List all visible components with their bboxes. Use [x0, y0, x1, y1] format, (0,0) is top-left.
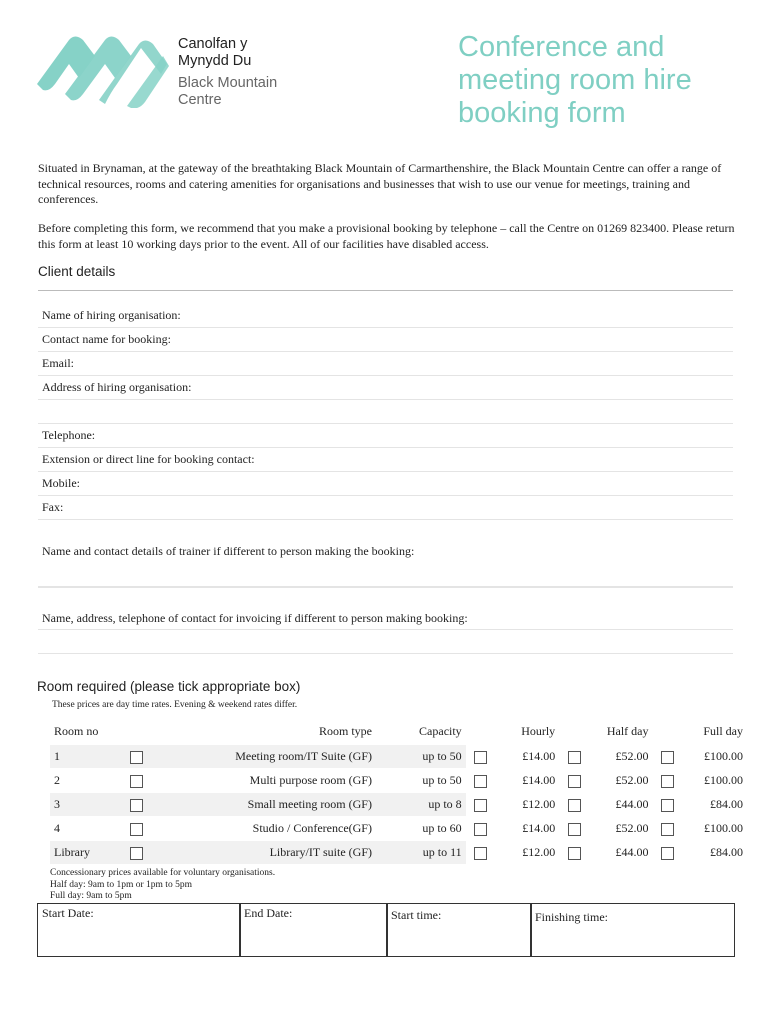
full-day-checkbox[interactable] — [661, 751, 674, 764]
field-label: Name of hiring organisation: — [42, 308, 181, 322]
invoicing-field-line2[interactable] — [38, 629, 733, 654]
trainer-field-line2[interactable] — [38, 586, 733, 588]
hourly-checkbox[interactable] — [474, 799, 487, 812]
black-mountain-centre-logo — [35, 34, 169, 108]
rates-note: These prices are day time rates. Evening & weekend rates differ. — [52, 700, 298, 710]
room-no: 2 — [50, 769, 126, 793]
room-checkbox[interactable] — [130, 823, 143, 836]
hourly-price: £14.00 — [496, 769, 559, 793]
contact-name-field[interactable] — [38, 327, 733, 352]
room-type: Multi purpose room (GF) — [161, 769, 376, 793]
hourly-checkbox[interactable] — [474, 751, 487, 764]
room-notes — [50, 868, 275, 903]
hourly-price: £12.00 — [496, 841, 559, 865]
full-day-checkbox[interactable] — [661, 847, 674, 860]
invoicing-field-line1[interactable] — [38, 605, 733, 630]
finishing-time-label: Finishing time: — [535, 910, 609, 924]
half-day-checkbox[interactable] — [568, 847, 581, 860]
address-field-continued[interactable] — [38, 399, 733, 424]
half-day-checkbox[interactable] — [568, 751, 581, 764]
logo-english-line2: Centre — [178, 92, 222, 108]
room-checkbox[interactable] — [130, 775, 143, 788]
half-day-price: £44.00 — [589, 841, 652, 865]
title-line2: meeting room hire — [458, 64, 692, 96]
half-day-price: £52.00 — [589, 745, 652, 769]
col-room-no: Room no — [50, 718, 126, 745]
table-header-row — [50, 718, 747, 745]
room-capacity: up to 50 — [376, 769, 466, 793]
full-day-price: £100.00 — [683, 745, 747, 769]
col-room-type: Room type — [161, 718, 376, 745]
full-day-price: £100.00 — [683, 817, 747, 841]
full-day-checkbox[interactable] — [661, 775, 674, 788]
room-capacity: up to 8 — [376, 793, 466, 817]
room-checkbox[interactable] — [130, 799, 143, 812]
page-title — [458, 31, 758, 130]
hourly-price: £14.00 — [496, 745, 559, 769]
room-no: 1 — [50, 745, 126, 769]
half-day-note: Half day: 9am to 1pm or 1pm to 5pm — [50, 879, 192, 890]
finishing-time-box[interactable] — [530, 903, 735, 957]
field-label: Email: — [42, 356, 74, 370]
field-label: Address of hiring organisation: — [42, 380, 192, 394]
logo-english-line1: Black Mountain — [178, 75, 278, 91]
half-day-checkbox[interactable] — [568, 823, 581, 836]
room-capacity: up to 50 — [376, 745, 466, 769]
field-label: Contact name for booking: — [42, 332, 171, 346]
trainer-field-line1[interactable] — [38, 562, 733, 587]
section-rule — [38, 290, 733, 291]
half-day-checkbox[interactable] — [568, 775, 581, 788]
half-day-price: £52.00 — [589, 769, 652, 793]
full-day-price: £100.00 — [683, 769, 747, 793]
half-day-checkbox[interactable] — [568, 799, 581, 812]
room-type: Meeting room/IT Suite (GF) — [161, 745, 376, 769]
full-day-checkbox[interactable] — [661, 823, 674, 836]
table-row — [50, 793, 747, 817]
room-capacity: up to 60 — [376, 817, 466, 841]
mobile-field[interactable] — [38, 471, 733, 496]
fax-field[interactable] — [38, 495, 733, 520]
field-label: Extension or direct line for booking contact: — [42, 452, 255, 466]
half-day-price: £52.00 — [589, 817, 652, 841]
table-row — [50, 841, 747, 865]
hourly-price: £12.00 — [496, 793, 559, 817]
hourly-checkbox[interactable] — [474, 823, 487, 836]
table-row — [50, 745, 747, 769]
full-day-price: £84.00 — [683, 841, 747, 865]
room-no: 3 — [50, 793, 126, 817]
field-label: Mobile: — [42, 476, 80, 490]
table-row — [50, 769, 747, 793]
instructions-paragraph: Before completing this form, we recommend that you make a provisional booking by telephone – call the Centre on 01269 823400. Please return this form at least 10 working days prior to the event. All of our facilities have disabled access. — [38, 221, 735, 251]
logo-text — [178, 36, 277, 109]
room-required-heading: Room required (please tick appropriate box) — [37, 679, 301, 694]
client-details-heading: Client details — [38, 264, 116, 279]
hourly-price: £14.00 — [496, 817, 559, 841]
table-row — [50, 817, 747, 841]
room-capacity: up to 11 — [376, 841, 466, 865]
title-line3: booking form — [458, 97, 626, 129]
col-capacity: Capacity — [376, 718, 466, 745]
email-field[interactable] — [38, 351, 733, 376]
end-date-label: End Date: — [244, 906, 293, 920]
room-price-table — [50, 718, 747, 865]
room-type: Small meeting room (GF) — [161, 793, 376, 817]
col-half-day: Half day — [589, 718, 652, 745]
room-no: 4 — [50, 817, 126, 841]
half-day-price: £44.00 — [589, 793, 652, 817]
extension-field[interactable] — [38, 447, 733, 472]
start-time-box[interactable] — [386, 903, 532, 957]
room-type: Studio / Conference(GF) — [161, 817, 376, 841]
logo-welsh-line2: Mynydd Du — [178, 53, 252, 69]
logo-welsh-line1: Canolfan y — [178, 36, 248, 52]
start-date-box[interactable] — [37, 903, 241, 957]
full-day-price: £84.00 — [683, 793, 747, 817]
start-date-label: Start Date: — [42, 906, 94, 920]
hourly-checkbox[interactable] — [474, 775, 487, 788]
end-date-box[interactable] — [239, 903, 388, 957]
full-day-note: Full day: 9am to 5pm — [50, 891, 132, 901]
organisation-name-field[interactable] — [38, 300, 733, 328]
intro-paragraph: Situated in Brynaman, at the gateway of the breathtaking Black Mountain of Carmarthenshire, the Black Mountain Centre can offer a range of technical resources, rooms and catering amenities for organisations and businesses that wish to use our venue for meetings, training and conferences. — [38, 161, 722, 206]
trainer-label: Name and contact details of trainer if different to person making the booking: — [42, 544, 415, 558]
room-checkbox[interactable] — [130, 847, 143, 860]
full-day-checkbox[interactable] — [661, 799, 674, 812]
col-full-day: Full day — [683, 718, 747, 745]
hourly-checkbox[interactable] — [474, 847, 487, 860]
room-no: Library — [50, 841, 126, 865]
start-time-label: Start time: — [391, 908, 442, 922]
field-label: Telephone: — [42, 428, 96, 442]
concession-note: Concessionary prices available for voluntary organisations. — [50, 868, 276, 878]
telephone-field[interactable] — [38, 423, 733, 448]
invoicing-label: Name, address, telephone of contact for invoicing if different to person making booking: — [42, 611, 468, 625]
room-type: Library/IT suite (GF) — [161, 841, 376, 865]
field-label: Fax: — [42, 500, 64, 514]
title-line1: Conference and — [458, 31, 665, 63]
col-hourly: Hourly — [496, 718, 559, 745]
address-field[interactable] — [38, 375, 733, 400]
room-checkbox[interactable] — [130, 751, 143, 764]
